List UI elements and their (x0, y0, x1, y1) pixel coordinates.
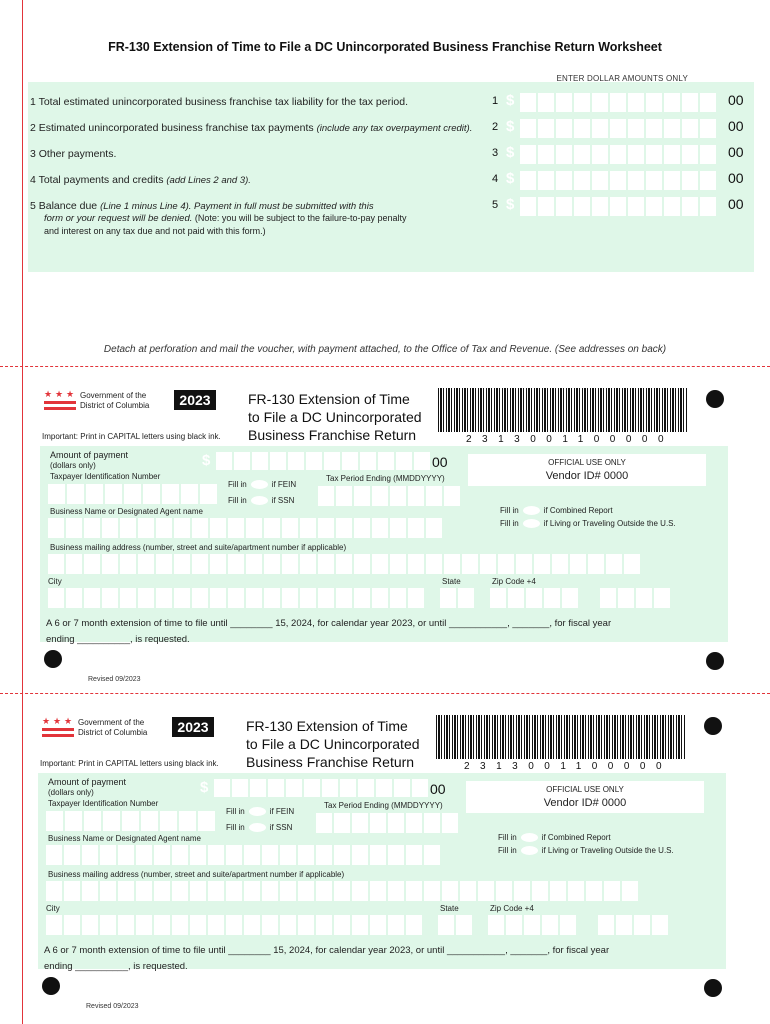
voucher-title: FR-130 Extension of Time to File a DC Unincorporated Business Franchise Return (246, 718, 420, 770)
registration-dot (706, 390, 724, 408)
worksheet-amount-input[interactable] (520, 197, 716, 216)
zip-label: Zip Code +4 (492, 577, 536, 586)
amount-input[interactable] (216, 452, 430, 470)
worksheet-line-number: 5 (492, 199, 499, 211)
state-input[interactable] (440, 588, 474, 608)
worksheet-line-number: 4 (492, 173, 499, 185)
extension-statement: A 6 or 7 month extension of time to file until ________ 15, 2024, for calendar year 2023, or until ___________, _______, for fiscal year ending __________, is requested. (46, 618, 612, 645)
zip-input[interactable] (490, 588, 578, 608)
worksheet-line-number: 3 (492, 147, 499, 159)
amount-sublabel: (dollars only) (50, 461, 96, 470)
worksheet-line-label: 2 Estimated unincorporated business franchise tax payments (include any tax overpayment credit). (30, 122, 473, 134)
fein-option[interactable]: Fill in if FEIN (228, 480, 297, 489)
detach-instructions: Detach at perforation and mail the voucher, with payment attached, to the Office of Tax and Revenue. (See addresses on back) (103, 344, 667, 355)
living-outside-option[interactable]: Fill in if Living or Traveling Outside the U.S. (500, 519, 676, 528)
fein-radio (249, 807, 266, 816)
mailing-address-label: Business mailing address (number, street and suite/apartment number if applicable) (50, 543, 347, 552)
dollar-sign: $ (506, 118, 515, 135)
taxpayer-id-label: Taxpayer Identification Number (50, 472, 161, 481)
ssn-option[interactable]: Fill in if SSN (226, 823, 293, 832)
mailing-address-label: Business mailing address (number, street and suite/apartment number if applicable) (48, 870, 345, 879)
combined-report-radio (523, 506, 540, 515)
amount-label: Amount of payment (48, 777, 127, 787)
payment-voucher (0, 366, 770, 686)
worksheet-line-number: 2 (492, 121, 499, 133)
state-label: State (440, 904, 459, 913)
mailing-address-input[interactable] (48, 554, 640, 574)
zip-label: Zip Code +4 (490, 904, 534, 913)
living-outside-radio (523, 519, 540, 528)
worksheet-amount-input[interactable] (520, 93, 716, 112)
cents-label: 00 (430, 781, 446, 797)
dollar-sign: $ (506, 170, 515, 187)
mailing-address-input[interactable] (46, 881, 638, 901)
payment-voucher (0, 693, 768, 1013)
cents-label: 00 (728, 170, 744, 186)
worksheet-title: FR-130 Extension of Time to File a DC Unincorporated Business Franchise Return Worksheet (108, 40, 662, 54)
worksheet-amount-input[interactable] (520, 171, 716, 190)
registration-dot (704, 717, 722, 735)
government-label: Government of the District of Columbia (78, 718, 148, 737)
amount-sublabel: (dollars only) (48, 788, 94, 797)
living-outside-radio (521, 846, 538, 855)
city-input[interactable] (46, 915, 422, 935)
worksheet-line-label: 4 Total payments and credits (add Lines 2 and 3). (30, 174, 251, 186)
amount-input[interactable] (214, 779, 428, 797)
tax-period-input[interactable] (316, 813, 458, 833)
state-input[interactable] (438, 915, 472, 935)
fein-option[interactable]: Fill in if FEIN (226, 807, 295, 816)
zip-input[interactable] (488, 915, 576, 935)
worksheet-line-label: 1 Total estimated unincorporated business franchise tax liability for the tax period. (30, 96, 409, 108)
tax-period-input[interactable] (318, 486, 460, 506)
combined-report-option[interactable]: Fill in if Combined Report (498, 833, 611, 842)
state-label: State (442, 577, 461, 586)
revised-date: Revised 09/2023 (86, 1003, 139, 1010)
registration-dot (42, 977, 60, 995)
tax-period-label: Tax Period Ending (MMDDYYYY) (326, 474, 445, 483)
combined-report-radio (521, 833, 538, 842)
barcode (436, 715, 686, 759)
dollar-sign: $ (506, 144, 515, 161)
registration-dot (44, 650, 62, 668)
fein-radio (251, 480, 268, 489)
dc-flag-icon: ★ ★ ★ (44, 390, 76, 412)
barcode (438, 388, 688, 432)
important-note: Important: Print in CAPITAL letters using black ink. (40, 759, 219, 768)
barcode-number: 2313001100000 (464, 761, 673, 772)
taxpayer-id-label: Taxpayer Identification Number (48, 799, 159, 808)
city-input[interactable] (48, 588, 424, 608)
dollar-sign: $ (200, 779, 209, 796)
taxpayer-id-input[interactable] (46, 811, 215, 831)
cents-label: 00 (432, 454, 448, 470)
dollar-sign: $ (506, 196, 515, 213)
worksheet-line-number: 1 (492, 95, 499, 107)
living-outside-option[interactable]: Fill in if Living or Traveling Outside the U.S. (498, 846, 674, 855)
revised-date: Revised 09/2023 (88, 676, 141, 683)
ssn-radio (249, 823, 266, 832)
worksheet-amount-input[interactable] (520, 119, 716, 138)
tax-year: 2023 (172, 717, 214, 737)
amount-label: Amount of payment (50, 450, 129, 460)
cents-label: 00 (728, 196, 744, 212)
business-name-input[interactable] (46, 845, 440, 865)
taxpayer-id-input[interactable] (48, 484, 217, 504)
dc-flag-icon: ★ ★ ★ (42, 717, 74, 739)
official-use-box: OFFICIAL USE ONLY Vendor ID# 0000 (468, 454, 706, 486)
worksheet-amount-input[interactable] (520, 145, 716, 164)
worksheet-line-label: 5 Balance due (Line 1 minus Line 4). Payment in full must be submitted with this form or your request will be denied. (Note: you will be subject to the failure-to-pay penalty and interest on any tax due and not paid with this form.) (30, 200, 407, 236)
registration-dot (704, 979, 722, 997)
cents-label: 00 (728, 118, 744, 134)
dollar-sign: $ (506, 92, 515, 109)
business-name-label: Business Name or Designated Agent name (48, 834, 201, 843)
tax-period-label: Tax Period Ending (MMDDYYYY) (324, 801, 443, 810)
tax-year: 2023 (174, 390, 216, 410)
ssn-radio (251, 496, 268, 505)
dollar-sign: $ (202, 452, 211, 469)
zip4-input[interactable] (600, 588, 670, 608)
worksheet-line-label: 3 Other payments. (30, 148, 117, 160)
extension-statement: A 6 or 7 month extension of time to file until ________ 15, 2024, for calendar year 2023, or until ___________, _______, for fiscal year ending __________, is requested. (44, 945, 610, 972)
zip4-input[interactable] (598, 915, 668, 935)
business-name-input[interactable] (48, 518, 442, 538)
registration-dot (706, 652, 724, 670)
cents-label: 00 (728, 92, 744, 108)
voucher-title: FR-130 Extension of Time to File a DC Unincorporated Business Franchise Return (248, 391, 422, 443)
official-use-box: OFFICIAL USE ONLY Vendor ID# 0000 (466, 781, 704, 813)
combined-report-option[interactable]: Fill in if Combined Report (500, 506, 613, 515)
enter-dollar-note: ENTER DOLLAR AMOUNTS ONLY (556, 74, 688, 83)
cents-label: 00 (728, 144, 744, 160)
barcode-number: 2313001100000 (466, 434, 675, 445)
business-name-label: Business Name or Designated Agent name (50, 507, 203, 516)
important-note: Important: Print in CAPITAL letters using black ink. (42, 432, 221, 441)
ssn-option[interactable]: Fill in if SSN (228, 496, 295, 505)
city-label: City (48, 577, 62, 586)
government-label: Government of the District of Columbia (80, 391, 150, 410)
city-label: City (46, 904, 60, 913)
